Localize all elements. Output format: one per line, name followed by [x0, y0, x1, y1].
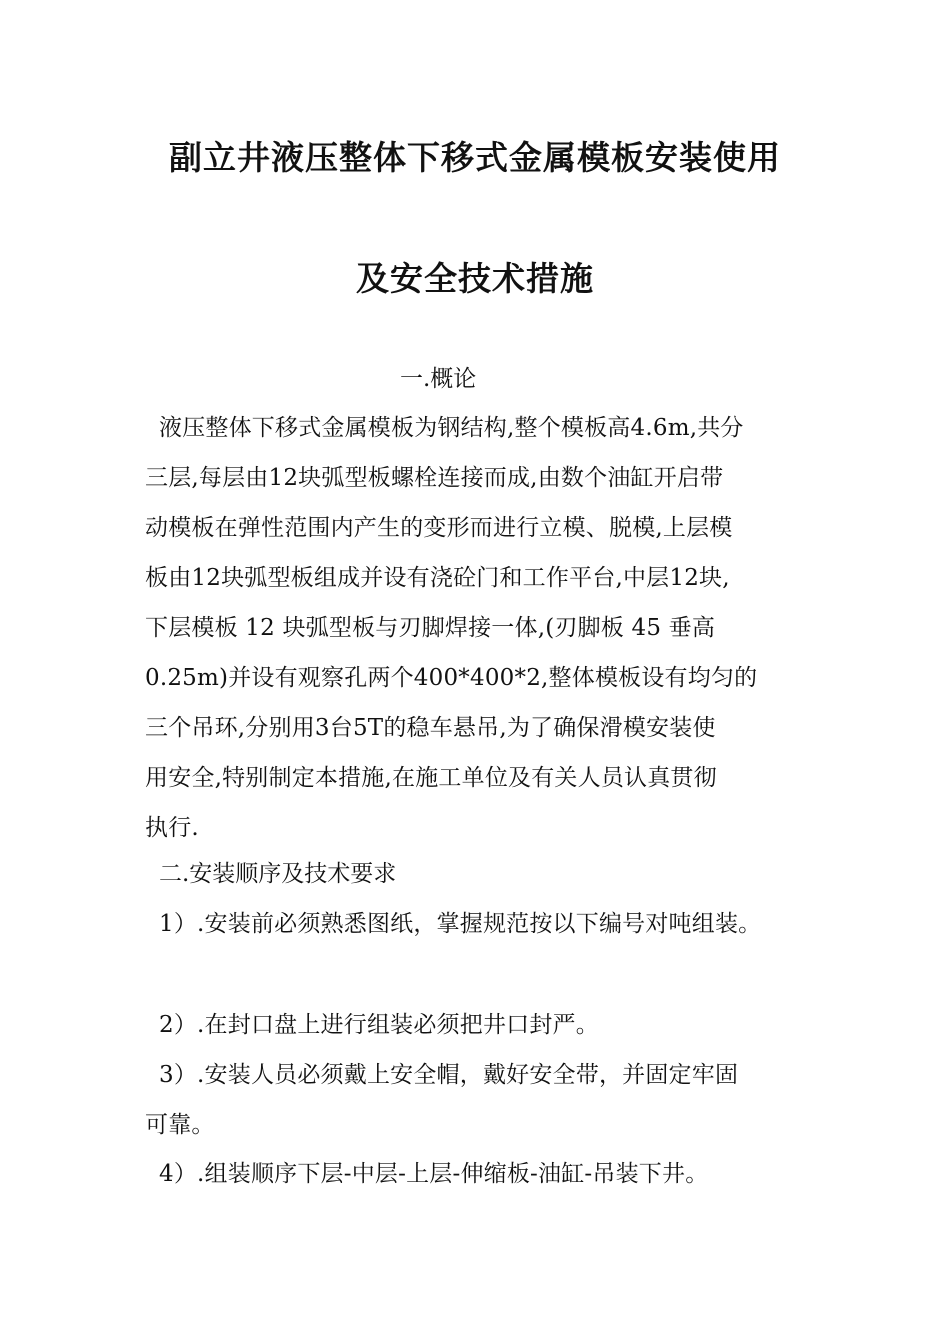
document-title-line-1: 副立井液压整体下移式金属模板安装使用: [169, 138, 781, 177]
paragraph-line: 动模板在弹性范围内产生的变形而进行立模、脱模,上层模: [145, 515, 733, 541]
paragraph-line: 板由12块弧型板组成并设有浇砼门和工作平台,中层12块,: [145, 565, 730, 591]
list-item-line: 可靠。: [145, 1112, 215, 1138]
document-title-line-2: 及安全技术措施: [356, 259, 594, 298]
list-item: [145, 1149, 845, 1199]
paragraph-line: 三层,每层由12块弧型板螺栓连接而成,由数个油缸开启带: [145, 465, 724, 491]
list-item-line: 4）.组装顺序下层-中层-上层-伸缩板-油缸-吊装下井。: [159, 1161, 709, 1187]
section-1-paragraph: [145, 403, 825, 853]
paragraph-line: 液压整体下移式金属模板为钢结构,整个模板高4.6m,共分: [159, 415, 744, 441]
section-2-heading: 二.安装顺序及技术要求: [159, 861, 397, 887]
paragraph-line: 三个吊环,分别用3台5T的稳车悬吊,为了确保滑模安装使: [145, 715, 716, 741]
paragraph-line: 0.25m)并设有观察孔两个400*400*2,整体模板设有均匀的: [145, 665, 758, 691]
paragraph-line: 执行.: [145, 815, 199, 841]
list-item-line: 3）.安装人员必须戴上安全帽，戴好安全带，并固定牢固: [159, 1062, 739, 1088]
section-1-heading: 一.概论: [400, 366, 477, 392]
list-item: [145, 899, 845, 949]
list-item-line: 1）.安装前必须熟悉图纸，掌握规范按以下编号对吨组装。: [159, 911, 762, 937]
list-item-line: 2）.在封口盘上进行组装必须把井口封严。: [159, 1012, 599, 1038]
paragraph-line: 下层模板 12 块弧型板与刃脚焊接一体,(刃脚板 45 垂高: [145, 615, 716, 641]
paragraph-line: 用安全,特别制定本措施,在施工单位及有关人员认真贯彻: [145, 765, 717, 791]
list-item: [145, 1000, 845, 1050]
list-item: [145, 1050, 845, 1150]
